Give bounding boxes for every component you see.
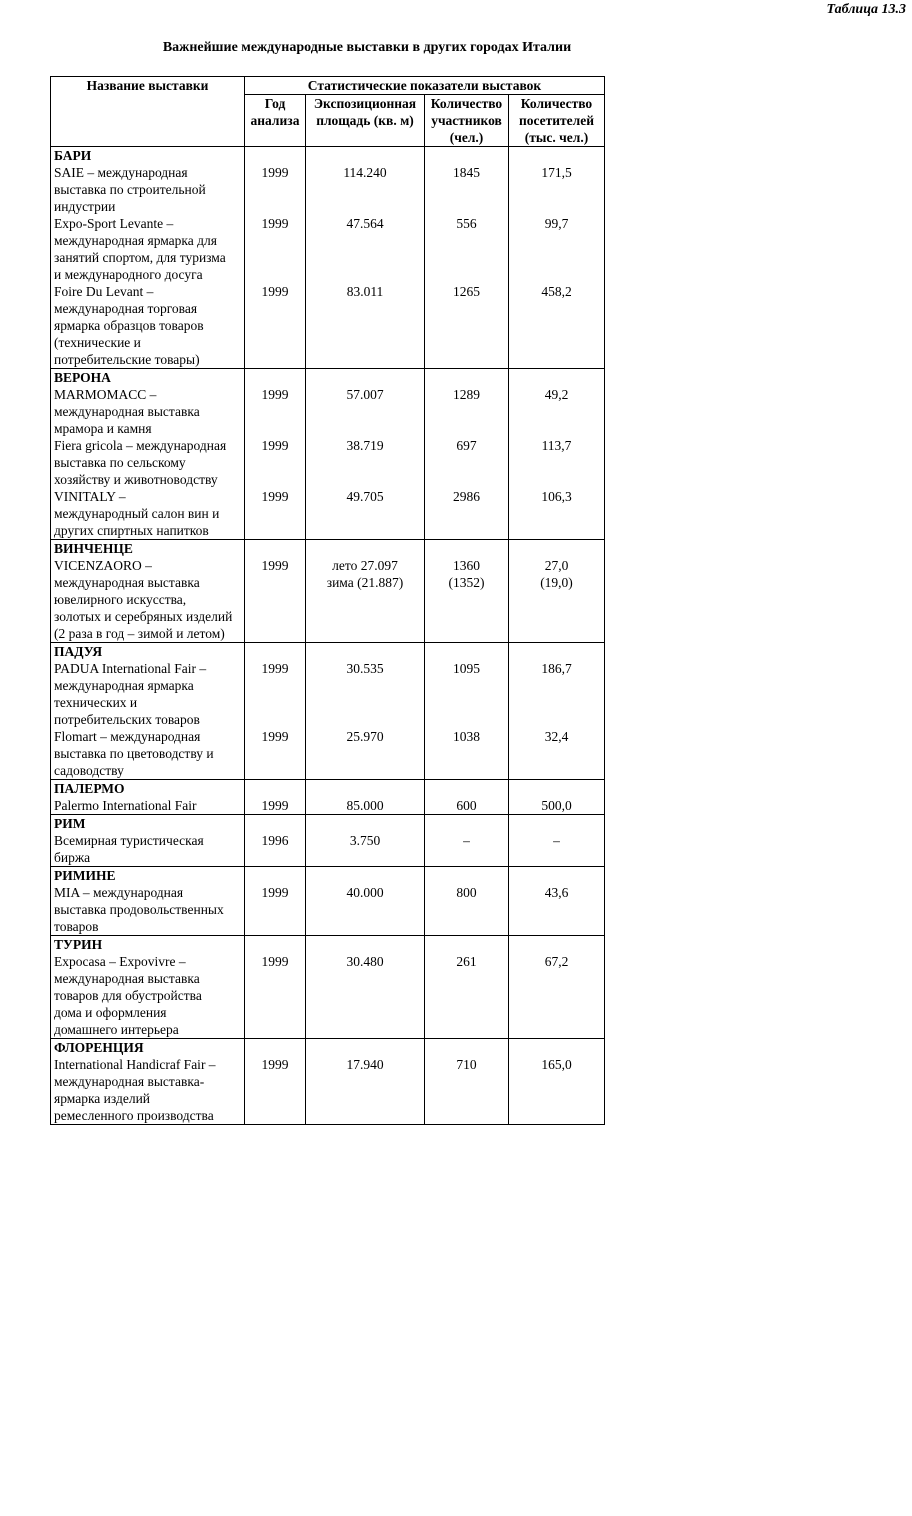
exhibition-area-value: 25.970 <box>346 729 384 744</box>
empty-cell <box>306 936 425 954</box>
header-area-line: площадь (кв. м) <box>316 113 414 128</box>
empty-cell <box>509 540 605 558</box>
header-participants-line: Количество <box>430 96 503 111</box>
exhibition-name-line: (технические и <box>54 335 141 350</box>
table-row <box>51 832 605 867</box>
exhibition-visitors-value: 49,2 <box>544 387 569 402</box>
exhibition-participants <box>425 953 509 1039</box>
exhibition-name-line: мрамора и камня <box>54 421 152 436</box>
exhibition-name-line: ювелирного искусства, <box>54 592 187 607</box>
exhibition-participants-value: 1095 <box>453 661 480 676</box>
exhibition-visitors-value: 165,0 <box>541 1057 572 1072</box>
empty-cell <box>509 147 605 165</box>
exhibition-area-value: 38.719 <box>346 438 384 453</box>
city-group <box>51 540 605 643</box>
table-row <box>51 164 605 215</box>
header-visitors-line: посетителей <box>518 113 595 128</box>
city-group <box>51 643 605 780</box>
empty-cell <box>245 540 306 558</box>
empty-cell <box>306 540 425 558</box>
exhibition-name-line: золотых и серебряных изделий <box>54 609 233 624</box>
city-name: ФЛОРЕНЦИЯ <box>51 1039 245 1057</box>
exhibition-participants-value: 710 <box>456 1057 477 1072</box>
city-group <box>51 936 605 1039</box>
city-name: ТУРИН <box>51 936 245 954</box>
exhibition-name-line: ярмарка образцов товаров <box>54 318 204 333</box>
exhibition-visitors-value: (19,0) <box>540 575 573 590</box>
exhibition-area-value: 30.535 <box>346 661 384 676</box>
exhibition-participants-value: 2986 <box>453 489 480 504</box>
header-visitors <box>509 95 605 147</box>
exhibition-visitors <box>509 164 605 215</box>
exhibition-name-line: технических и <box>54 695 138 710</box>
exhibition-name-line: международная выставка <box>54 575 200 590</box>
empty-cell <box>425 780 509 798</box>
exhibition-participants <box>425 1056 509 1125</box>
exhibition-year: 1999 <box>245 953 306 1039</box>
exhibition-name <box>51 488 245 540</box>
exhibition-visitors-value: 186,7 <box>541 661 572 676</box>
exhibition-visitors-value: – <box>553 833 560 848</box>
exhibition-visitors <box>509 660 605 728</box>
exhibition-area <box>306 437 425 488</box>
exhibition-name-line: выставка по сельскому <box>54 455 186 470</box>
exhibition-name <box>51 953 245 1039</box>
city-row <box>51 147 605 165</box>
exhibition-visitors <box>509 728 605 780</box>
table-row <box>51 797 605 815</box>
empty-cell <box>509 1039 605 1057</box>
exhibition-area <box>306 797 425 815</box>
city-name: БАРИ <box>51 147 245 165</box>
empty-cell <box>306 867 425 885</box>
header-year <box>245 95 306 147</box>
exhibition-name-line: ремесленного производства <box>54 1108 214 1123</box>
empty-cell <box>245 936 306 954</box>
empty-cell <box>509 867 605 885</box>
exhibition-year: 1999 <box>245 728 306 780</box>
city-name: РИМ <box>51 815 245 833</box>
city-group <box>51 369 605 540</box>
exhibition-name-line: потребительские товары) <box>54 352 200 367</box>
empty-cell <box>425 540 509 558</box>
exhibition-participants-value: 1289 <box>453 387 480 402</box>
table-row <box>51 488 605 540</box>
exhibition-area <box>306 660 425 728</box>
exhibition-name-line: международный салон вин и <box>54 506 220 521</box>
empty-cell <box>306 815 425 833</box>
exhibition-area-value: 83.011 <box>346 284 384 299</box>
city-group <box>51 867 605 936</box>
exhibition-visitors <box>509 386 605 437</box>
empty-cell <box>509 815 605 833</box>
empty-cell <box>306 643 425 661</box>
empty-cell <box>425 1039 509 1057</box>
exhibitions-table <box>50 76 605 1125</box>
header-year-line: анализа <box>250 113 300 128</box>
empty-cell <box>425 936 509 954</box>
exhibition-name-line: SAIE – международная <box>54 165 188 180</box>
city-row <box>51 369 605 387</box>
table-row <box>51 283 605 369</box>
exhibition-participants <box>425 557 509 643</box>
exhibition-visitors <box>509 797 605 815</box>
empty-cell <box>245 643 306 661</box>
exhibition-name <box>51 164 245 215</box>
exhibition-year: 1999 <box>245 557 306 643</box>
exhibition-area <box>306 953 425 1039</box>
exhibition-name-line: Expo-Sport Levante – <box>54 216 174 231</box>
exhibition-name-line: международная ярмарка <box>54 678 194 693</box>
empty-cell <box>245 147 306 165</box>
header-exhibition-name: Название выставки <box>51 77 245 147</box>
exhibition-name-line: VINITALY – <box>54 489 126 504</box>
exhibition-participants-value: 1360 <box>453 558 480 573</box>
city-row <box>51 643 605 661</box>
exhibition-name <box>51 797 245 815</box>
exhibition-year: 1999 <box>245 437 306 488</box>
exhibition-name-line: товаров <box>54 919 99 934</box>
exhibition-name-line: занятий спортом, для туризма <box>54 250 226 265</box>
exhibition-area-value: лето 27.097 <box>332 558 398 573</box>
exhibition-visitors <box>509 215 605 283</box>
exhibition-participants <box>425 660 509 728</box>
exhibition-area-value: 114.240 <box>343 165 387 180</box>
table-row <box>51 884 605 936</box>
exhibition-name <box>51 832 245 867</box>
empty-cell <box>425 147 509 165</box>
exhibition-name-line: выставка по строительной <box>54 182 206 197</box>
exhibition-participants <box>425 728 509 780</box>
empty-cell <box>509 369 605 387</box>
header-participants <box>425 95 509 147</box>
exhibition-name <box>51 215 245 283</box>
exhibition-name-line: домашнего интерьера <box>54 1022 179 1037</box>
exhibition-area <box>306 1056 425 1125</box>
empty-cell <box>425 815 509 833</box>
exhibition-visitors <box>509 832 605 867</box>
exhibition-participants-value: 600 <box>456 798 477 813</box>
exhibition-name <box>51 437 245 488</box>
table-row <box>51 437 605 488</box>
header-visitors-line: Количество <box>520 96 593 111</box>
exhibition-name-line: дома и оформления <box>54 1005 167 1020</box>
exhibition-visitors-value: 171,5 <box>541 165 572 180</box>
exhibition-participants-value: – <box>463 833 470 848</box>
city-name: РИМИНЕ <box>51 867 245 885</box>
exhibition-name-line: хозяйству и животноводству <box>54 472 218 487</box>
city-row <box>51 867 605 885</box>
city-row <box>51 936 605 954</box>
exhibition-area-value: 85.000 <box>346 798 384 813</box>
exhibition-participants-value: 1038 <box>453 729 480 744</box>
table-row <box>51 953 605 1039</box>
exhibition-year: 1999 <box>245 660 306 728</box>
exhibition-visitors-value: 67,2 <box>544 954 569 969</box>
exhibition-year: 1999 <box>245 797 306 815</box>
exhibition-visitors <box>509 437 605 488</box>
exhibition-area-value: 3.750 <box>349 833 381 848</box>
exhibition-name <box>51 557 245 643</box>
city-row <box>51 540 605 558</box>
exhibition-visitors <box>509 953 605 1039</box>
exhibition-visitors-value: 27,0 <box>544 558 569 573</box>
exhibition-participants-value: 800 <box>456 885 477 900</box>
exhibition-name <box>51 728 245 780</box>
exhibition-visitors <box>509 557 605 643</box>
exhibition-visitors <box>509 1056 605 1125</box>
exhibition-name-line: MIA – международная <box>54 885 184 900</box>
exhibition-name-line: Flomart – международная <box>54 729 201 744</box>
exhibition-participants <box>425 437 509 488</box>
exhibition-name-line: Fiera gricola – международная <box>54 438 227 453</box>
empty-cell <box>245 369 306 387</box>
exhibition-visitors <box>509 488 605 540</box>
city-name: ПАЛЕРМО <box>51 780 245 798</box>
exhibition-participants <box>425 386 509 437</box>
header-visitors-line: (тыс. чел.) <box>524 130 589 145</box>
page-title: Важнейшие международные выставки в других городах Италии <box>162 40 572 55</box>
exhibition-area-value: 57.007 <box>346 387 384 402</box>
table-row <box>51 1056 605 1125</box>
exhibition-area-value: 40.000 <box>346 885 384 900</box>
exhibition-year: 1999 <box>245 164 306 215</box>
empty-cell <box>306 780 425 798</box>
exhibition-visitors-value: 99,7 <box>544 216 569 231</box>
exhibition-area <box>306 728 425 780</box>
exhibition-name <box>51 386 245 437</box>
exhibition-name-line: Palermo International Fair <box>54 798 197 813</box>
empty-cell <box>425 369 509 387</box>
exhibition-area <box>306 488 425 540</box>
exhibition-name-line: Expocasa – Expovivre – <box>54 954 186 969</box>
city-row <box>51 1039 605 1057</box>
exhibition-name-line: выставка по цветоводству и <box>54 746 214 761</box>
exhibition-area-value: зима (21.887) <box>326 575 404 590</box>
exhibition-visitors-value: 32,4 <box>544 729 569 744</box>
exhibition-name-line: международная торговая <box>54 301 198 316</box>
exhibition-area <box>306 283 425 369</box>
exhibition-area-value: 49.705 <box>346 489 384 504</box>
empty-cell <box>509 936 605 954</box>
exhibition-participants <box>425 215 509 283</box>
exhibition-year: 1999 <box>245 488 306 540</box>
city-name: ВЕРОНА <box>51 369 245 387</box>
exhibition-name <box>51 660 245 728</box>
exhibition-year: 1999 <box>245 283 306 369</box>
exhibition-participants <box>425 797 509 815</box>
empty-cell <box>245 780 306 798</box>
empty-cell <box>245 867 306 885</box>
header-area-line: Экспозиционная <box>313 96 417 111</box>
exhibition-participants <box>425 832 509 867</box>
exhibition-year: 1999 <box>245 386 306 437</box>
table-row <box>51 728 605 780</box>
exhibition-name-line: товаров для обустройства <box>54 988 202 1003</box>
empty-cell <box>509 780 605 798</box>
table-row <box>51 557 605 643</box>
exhibition-participants-value: 697 <box>456 438 477 453</box>
exhibition-name-line: международная выставка <box>54 404 200 419</box>
header-area <box>306 95 425 147</box>
exhibition-name-line: международная выставка- <box>54 1074 205 1089</box>
exhibition-name-line: MARMOMACC – <box>54 387 157 402</box>
exhibition-name <box>51 1056 245 1125</box>
city-group <box>51 780 605 815</box>
exhibition-participants <box>425 283 509 369</box>
exhibition-area <box>306 832 425 867</box>
exhibition-participants <box>425 164 509 215</box>
exhibition-visitors <box>509 283 605 369</box>
exhibition-name-line: международная выставка <box>54 971 200 986</box>
city-row <box>51 780 605 798</box>
empty-cell <box>245 1039 306 1057</box>
exhibition-year: 1999 <box>245 1056 306 1125</box>
empty-cell <box>306 369 425 387</box>
exhibition-year: 1999 <box>245 215 306 283</box>
exhibition-name-line: и международного досуга <box>54 267 203 282</box>
table-row <box>51 386 605 437</box>
empty-cell <box>509 643 605 661</box>
exhibition-name-line: международная ярмарка для <box>54 233 217 248</box>
empty-cell <box>425 867 509 885</box>
exhibition-name-line: Foire Du Levant – <box>54 284 154 299</box>
exhibition-year: 1999 <box>245 884 306 936</box>
city-row <box>51 815 605 833</box>
empty-cell <box>306 1039 425 1057</box>
exhibition-name-line: Всемирная туристическая <box>54 833 204 848</box>
table-row <box>51 660 605 728</box>
exhibition-name-line: International Handicraf Fair – <box>54 1057 216 1072</box>
exhibition-visitors-value: 500,0 <box>541 798 572 813</box>
exhibition-area <box>306 884 425 936</box>
exhibition-participants-value: 1845 <box>453 165 480 180</box>
exhibition-name-line: выставка продовольственных <box>54 902 224 917</box>
empty-cell <box>306 147 425 165</box>
table-header <box>51 77 605 147</box>
exhibition-visitors-value: 113,7 <box>541 438 572 453</box>
exhibition-area <box>306 164 425 215</box>
exhibition-name-line: ярмарка изделий <box>54 1091 151 1106</box>
empty-cell <box>245 815 306 833</box>
exhibition-visitors <box>509 884 605 936</box>
header-statistics-group: Статистические показатели выставок <box>245 77 605 95</box>
exhibition-participants-value: 1265 <box>453 284 480 299</box>
exhibition-name-line: (2 раза в год – зимой и летом) <box>54 626 225 641</box>
exhibition-name-line: садоводству <box>54 763 124 778</box>
header-participants-line: участников <box>431 113 502 128</box>
table-row <box>51 215 605 283</box>
exhibition-participants-value: 261 <box>456 954 477 969</box>
empty-cell <box>425 643 509 661</box>
header-participants-line: (чел.) <box>449 130 484 145</box>
city-name: ВИНЧЕНЦЕ <box>51 540 245 558</box>
exhibition-name-line: PADUA International Fair – <box>54 661 207 676</box>
exhibition-participants-value: 556 <box>456 216 477 231</box>
exhibition-participants <box>425 488 509 540</box>
exhibition-area <box>306 386 425 437</box>
exhibition-area-value: 17.940 <box>346 1057 384 1072</box>
header-year-line: Год <box>264 96 286 111</box>
exhibition-participants <box>425 884 509 936</box>
exhibition-name-line: других спиртных напитков <box>54 523 209 538</box>
exhibition-visitors-value: 43,6 <box>544 885 569 900</box>
exhibition-area-value: 47.564 <box>346 216 384 231</box>
exhibition-name-line: биржа <box>54 850 91 865</box>
exhibition-visitors-value: 458,2 <box>541 284 572 299</box>
exhibition-area <box>306 557 425 643</box>
exhibition-area <box>306 215 425 283</box>
exhibition-name-line: индустрии <box>54 199 116 214</box>
city-group <box>51 147 605 369</box>
exhibition-name-line: VICENZAORO – <box>54 558 152 573</box>
exhibition-year: 1996 <box>245 832 306 867</box>
city-name: ПАДУЯ <box>51 643 245 661</box>
exhibition-name <box>51 283 245 369</box>
city-group <box>51 1039 605 1125</box>
exhibition-visitors-value: 106,3 <box>541 489 572 504</box>
city-group <box>51 815 605 867</box>
exhibition-name <box>51 884 245 936</box>
exhibition-participants-value: (1352) <box>448 575 485 590</box>
exhibition-area-value: 30.480 <box>346 954 384 969</box>
exhibition-name-line: потребительских товаров <box>54 712 200 727</box>
table-number-label: Таблица 13.3 <box>826 2 906 17</box>
